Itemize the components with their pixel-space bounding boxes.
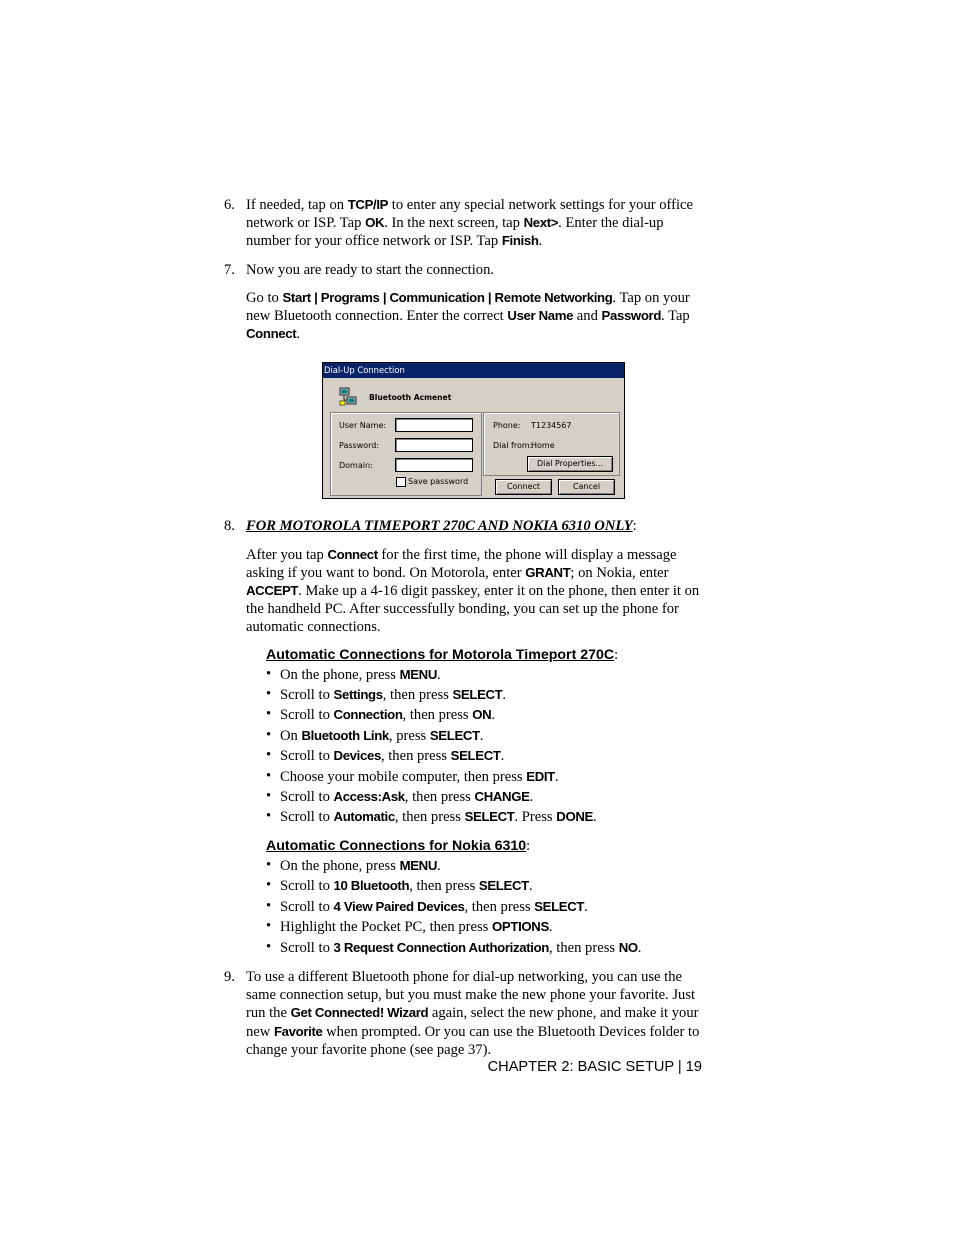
connection-name: Bluetooth Acmenet: [369, 393, 452, 402]
step-7-text: Go to Start | Programs | Communication | Remote Networking. Tap on your new Bluetooth connection. Enter the correct User Name and Password. Tap Connect.: [246, 289, 690, 343]
page-content: [224, 196, 704, 1059]
password-label: Password:: [339, 441, 380, 450]
list-item: • Scroll to Devices, then press SELECT.: [266, 746, 704, 766]
list-item: • On Bluetooth Link, press SELECT.: [266, 726, 704, 746]
step-7-intro: Now you are ready to start the connection.: [246, 261, 495, 278]
nokia-heading: Automatic Connections for Nokia 6310:: [266, 837, 531, 854]
save-password-label: Save password: [408, 477, 469, 486]
list-item: • Scroll to Connection, then press ON.: [266, 705, 704, 725]
step-number: 8.: [224, 518, 235, 535]
step-9-text: To use a different Bluetooth phone for dial-up networking, you can use the same connection setup, but you must make the new phone your favorite. Just run the Get Connected! Wizard again, select the new phone, and make it your new Favorite when prompted. Or you can use the Bluetooth Devices folder to change your favorite phone (see page 37).: [246, 968, 700, 1058]
list-item: • On the phone, press MENU.: [266, 856, 704, 876]
motorola-section: [266, 646, 704, 828]
list-item: • Scroll to Settings, then press SELECT.: [266, 685, 704, 705]
cancel-button[interactable]: Cancel: [558, 479, 615, 495]
step-number: 6.: [224, 197, 235, 213]
list-item: • Scroll to 10 Bluetooth, then press SELECT.: [266, 876, 704, 896]
dial-from-value: Home: [531, 441, 555, 450]
save-password-checkbox[interactable]: [396, 477, 406, 487]
phone-label: Phone:: [493, 421, 521, 430]
dial-up-connection-dialog: [322, 362, 625, 499]
network-connection-icon: [339, 387, 359, 407]
list-item: • On the phone, press MENU.: [266, 665, 704, 685]
dial-from-label: Dial from:: [493, 441, 533, 450]
step-number: 9.: [224, 968, 235, 985]
step-8-heading: FOR MOTOROLA TIMEPORT 270C AND NOKIA 6310 ONLY:: [246, 518, 637, 535]
motorola-heading: Automatic Connections for Motorola Timeport 270C:: [266, 646, 619, 663]
domain-field[interactable]: [395, 458, 473, 472]
step-6: [224, 196, 704, 251]
connect-button[interactable]: Connect: [495, 479, 552, 495]
step-8: [224, 517, 704, 958]
nokia-steps: [266, 856, 704, 958]
page-footer: CHAPTER 2: BASIC SETUP | 19: [487, 1059, 702, 1075]
list-item: • Highlight the Pocket PC, then press OPTIONS.: [266, 917, 704, 937]
list-item: • Scroll to 3 Request Connection Authorization, then press NO.: [266, 938, 704, 958]
step-number: 7.: [224, 261, 235, 278]
dial-properties-button[interactable]: Dial Properties...: [527, 456, 613, 472]
user-name-field[interactable]: [395, 418, 473, 432]
phone-value: T1234567: [531, 421, 572, 430]
list-item: • Choose your mobile computer, then press EDIT.: [266, 767, 704, 787]
user-name-label: User Name:: [339, 421, 387, 430]
list-item: • Scroll to Automatic, then press SELECT. Press DONE.: [266, 807, 704, 827]
list-item: • Scroll to Access:Ask, then press CHANGE.: [266, 787, 704, 807]
password-field[interactable]: [395, 438, 473, 452]
domain-label: Domain:: [339, 461, 373, 470]
list-item: • Scroll to 4 View Paired Devices, then press SELECT.: [266, 897, 704, 917]
motorola-steps: [266, 665, 704, 828]
step-6-text: If needed, tap on TCP/IP to enter any special network settings for your office network or ISP. Tap OK. In the next screen, tap Next>. Enter the dial-up number for your office network or ISP. Tap Finish.: [246, 197, 694, 250]
step-7: [224, 261, 704, 344]
dialog-title: Dial-Up Connection: [323, 363, 624, 378]
step-8-text: After you tap Connect for the first time, the phone will display a message asking if you want to bond. On Motorola, enter GRANT; on Nokia, enter ACCEPT. Make up a 4-16 digit passkey, enter it on the phone, then enter it on the handheld PC. After successfully bonding, you can set up the phone for automatic connections.: [246, 546, 700, 636]
nokia-section: [266, 837, 704, 958]
step-9: [224, 968, 704, 1059]
